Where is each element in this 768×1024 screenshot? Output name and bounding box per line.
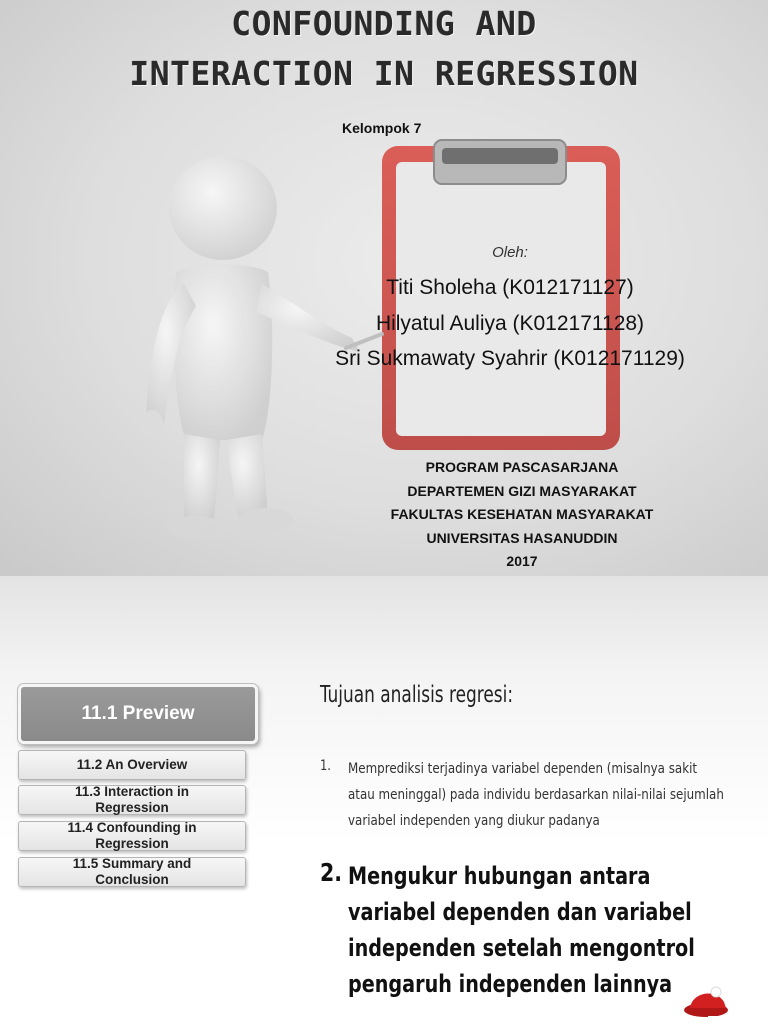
institution-line: DEPARTEMEN GIZI MASYARAKAT bbox=[407, 482, 637, 499]
year: 2017 bbox=[506, 553, 538, 569]
nav-item-confounding[interactable]: 11.4 Confounding in Regression bbox=[18, 821, 246, 851]
objective-title: Tujuan analisis regresi: bbox=[320, 682, 514, 708]
institution-line: PROGRAM PASCASARJANA bbox=[425, 459, 619, 475]
institution-line: UNIVERSITAS HASANUDDIN bbox=[426, 529, 618, 546]
slide-title-line-1: CONFOUNDING AND bbox=[231, 4, 537, 43]
by-label: Oleh: bbox=[492, 244, 528, 261]
point-1-number: 1. bbox=[320, 758, 331, 774]
point-1-text: Memprediksi terjadinya variabel dependen (misalnya sakit atau meninggal) pada individu berdasarkan nilai-nilai sejumlah variabel independen yang diukur padanya bbox=[348, 761, 724, 829]
point-2-number: 2. bbox=[320, 858, 343, 887]
nav-item-interaction[interactable]: 11.3 Interaction in Regression bbox=[18, 785, 246, 815]
nav-item-preview-active[interactable]: 11.1 Preview bbox=[18, 684, 258, 744]
institution-line: FAKULTAS KESEHATAN MASYARAKAT bbox=[390, 506, 654, 522]
red-hat-icon bbox=[680, 980, 740, 1024]
nav-item-summary[interactable]: 11.5 Summary and Conclusion bbox=[18, 857, 246, 887]
point-2-text: Mengukur hubungan antara variabel dependen dan variabel independen setelah mengontrol pengaruh independen lainnya bbox=[348, 862, 695, 998]
slide-title-line-2: INTERACTION IN REGRESSION bbox=[129, 54, 639, 93]
nav-item-overview[interactable]: 11.2 An Overview bbox=[18, 750, 246, 780]
author-3: Sri Sukmawaty Syahrir (K012171129) bbox=[335, 347, 685, 370]
content-slide bbox=[0, 576, 768, 1024]
author-2: Hilyatul Auliya (K012171128) bbox=[375, 312, 645, 335]
author-1: Titi Sholeha (K012171127) bbox=[386, 276, 634, 299]
group-label: Kelompok 7 bbox=[342, 120, 422, 136]
institution-block bbox=[322, 456, 722, 574]
